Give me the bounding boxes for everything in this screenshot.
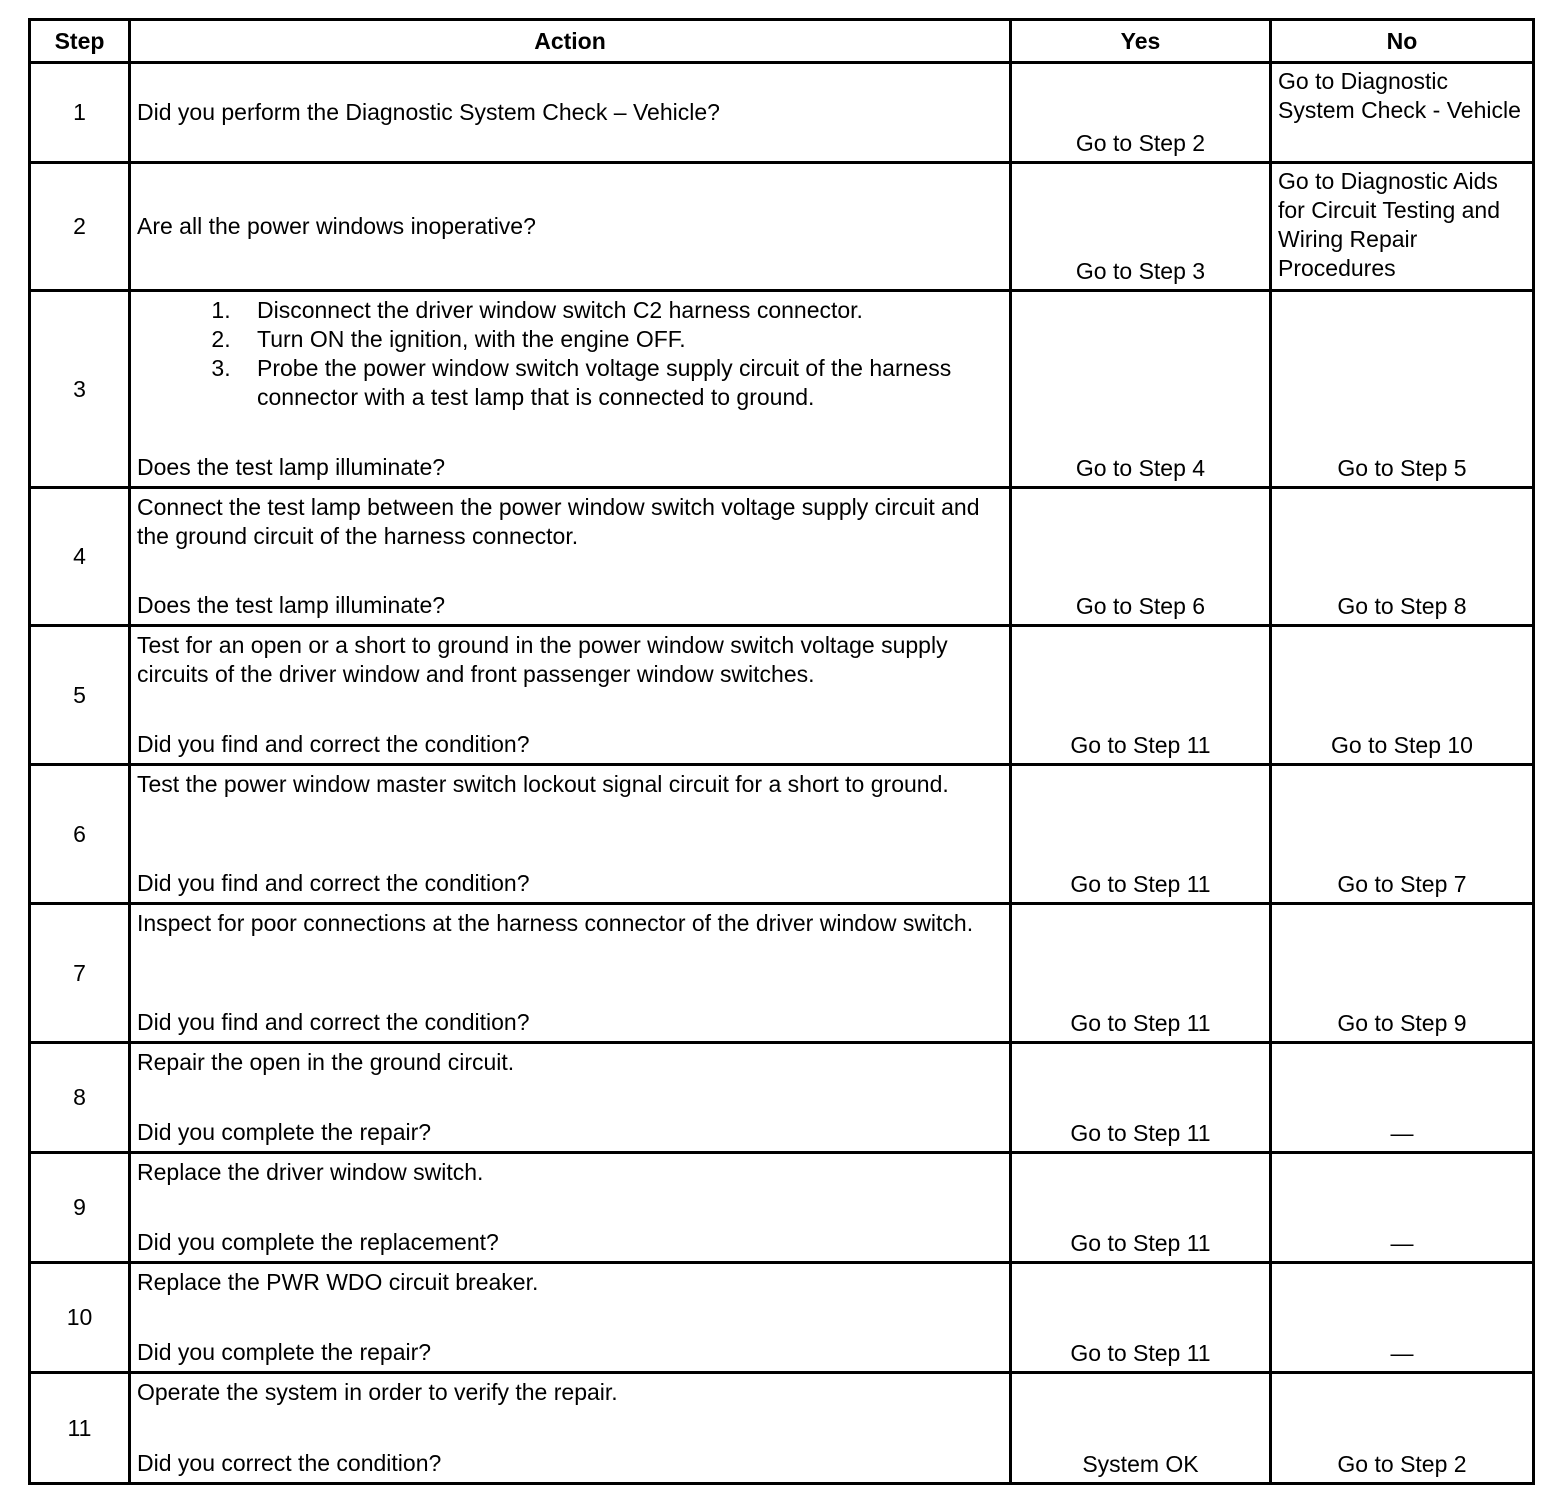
- table-row: [30, 626, 1534, 765]
- action-text: Test the power window master switch lockout signal circuit for a short to ground.: [137, 771, 949, 797]
- action-question: Did you complete the repair?: [137, 1339, 432, 1365]
- action-cell: [130, 1263, 1011, 1373]
- no-cell: Go to Step 9: [1271, 904, 1534, 1043]
- step-number: 8: [30, 1043, 130, 1153]
- table-row: [30, 63, 1534, 163]
- action-question: Did you complete the repair?: [137, 1119, 432, 1145]
- action-question: Did you find and correct the condition?: [137, 731, 530, 757]
- action-step-item: 2. Turn ON the ignition, with the engine OFF.: [237, 325, 1003, 354]
- action-cell: [130, 1373, 1011, 1484]
- step-number: 2: [30, 163, 130, 291]
- step-number: 5: [30, 626, 130, 765]
- table-row: [30, 291, 1534, 488]
- step-number: 9: [30, 1153, 130, 1263]
- no-cell: Go to Step 7: [1271, 765, 1534, 904]
- action-step-item: 3. Probe the power window switch voltage supply circuit of the harness connector with a test lamp that is connected to ground.: [237, 354, 1003, 412]
- action-cell: [130, 291, 1011, 488]
- action-text: Inspect for poor connections at the harness connector of the driver window switch.: [137, 910, 974, 936]
- header-action: Action: [130, 20, 1011, 63]
- action-cell: [130, 488, 1011, 626]
- action-question: Does the test lamp illuminate?: [137, 592, 446, 618]
- table-row: [30, 904, 1534, 1043]
- yes-cell: Go to Step 11: [1011, 765, 1271, 904]
- action-text: Operate the system in order to verify the repair.: [137, 1379, 618, 1405]
- table-row: [30, 488, 1534, 626]
- yes-cell: Go to Step 4: [1011, 291, 1271, 488]
- yes-cell: Go to Step 2: [1011, 63, 1271, 163]
- no-cell: —: [1271, 1153, 1534, 1263]
- yes-cell: Go to Step 11: [1011, 626, 1271, 765]
- yes-cell: Go to Step 3: [1011, 163, 1271, 291]
- yes-cell: Go to Step 11: [1011, 1263, 1271, 1373]
- table-row: [30, 1373, 1534, 1484]
- yes-cell: Go to Step 11: [1011, 904, 1271, 1043]
- yes-cell: Go to Step 6: [1011, 488, 1271, 626]
- action-cell: [130, 904, 1011, 1043]
- step-number: 11: [30, 1373, 130, 1484]
- action-question: Did you correct the condition?: [137, 1450, 442, 1476]
- action-question: Does the test lamp illuminate?: [137, 454, 446, 480]
- step-number: 6: [30, 765, 130, 904]
- action-text: Are all the power windows inoperative?: [137, 213, 536, 239]
- action-text: Did you perform the Diagnostic System Check – Vehicle?: [137, 99, 720, 125]
- step-number: 10: [30, 1263, 130, 1373]
- step-number: 1: [30, 63, 130, 163]
- step-number: 4: [30, 488, 130, 626]
- step-number: 3: [30, 291, 130, 488]
- action-question: Did you find and correct the condition?: [137, 870, 530, 896]
- no-cell: Go to Diagnostic System Check - Vehicle: [1271, 63, 1534, 163]
- action-steps-list: [137, 296, 1003, 412]
- no-cell: Go to Step 2: [1271, 1373, 1534, 1484]
- table-row: [30, 765, 1534, 904]
- action-cell: [130, 63, 1011, 163]
- table-row: [30, 1043, 1534, 1153]
- no-cell: Go to Step 8: [1271, 488, 1534, 626]
- table-row: [30, 163, 1534, 291]
- yes-cell: Go to Step 11: [1011, 1043, 1271, 1153]
- action-text: Replace the driver window switch.: [137, 1159, 484, 1185]
- no-cell: Go to Step 10: [1271, 626, 1534, 765]
- yes-cell: System OK: [1011, 1373, 1271, 1484]
- yes-cell: Go to Step 11: [1011, 1153, 1271, 1263]
- action-cell: [130, 163, 1011, 291]
- no-cell: Go to Diagnostic Aids for Circuit Testing and Wiring Repair Procedures: [1271, 163, 1534, 291]
- step-number: 7: [30, 904, 130, 1043]
- action-question: Did you complete the replacement?: [137, 1229, 499, 1255]
- action-cell: [130, 626, 1011, 765]
- action-cell: [130, 1153, 1011, 1263]
- action-text: Test for an open or a short to ground in the power window switch voltage supply circuits of the driver window and front passenger window switches.: [137, 632, 948, 687]
- action-cell: [130, 765, 1011, 904]
- header-no: No: [1271, 20, 1534, 63]
- action-question: Did you find and correct the condition?: [137, 1009, 530, 1035]
- action-cell: [130, 1043, 1011, 1153]
- header-yes: Yes: [1011, 20, 1271, 63]
- no-cell: —: [1271, 1043, 1534, 1153]
- header-step: Step: [30, 20, 130, 63]
- diagnostic-table: [28, 18, 1535, 1485]
- action-text: Connect the test lamp between the power window switch voltage supply circuit and the ground circuit of the harness connector.: [137, 494, 980, 549]
- header-row: [30, 20, 1534, 63]
- action-step-item: 1. Disconnect the driver window switch C2 harness connector.: [237, 296, 1003, 325]
- no-cell: —: [1271, 1263, 1534, 1373]
- action-text: Replace the PWR WDO circuit breaker.: [137, 1269, 539, 1295]
- table-row: [30, 1153, 1534, 1263]
- no-cell: Go to Step 5: [1271, 291, 1534, 488]
- action-text: Repair the open in the ground circuit.: [137, 1049, 515, 1075]
- table-row: [30, 1263, 1534, 1373]
